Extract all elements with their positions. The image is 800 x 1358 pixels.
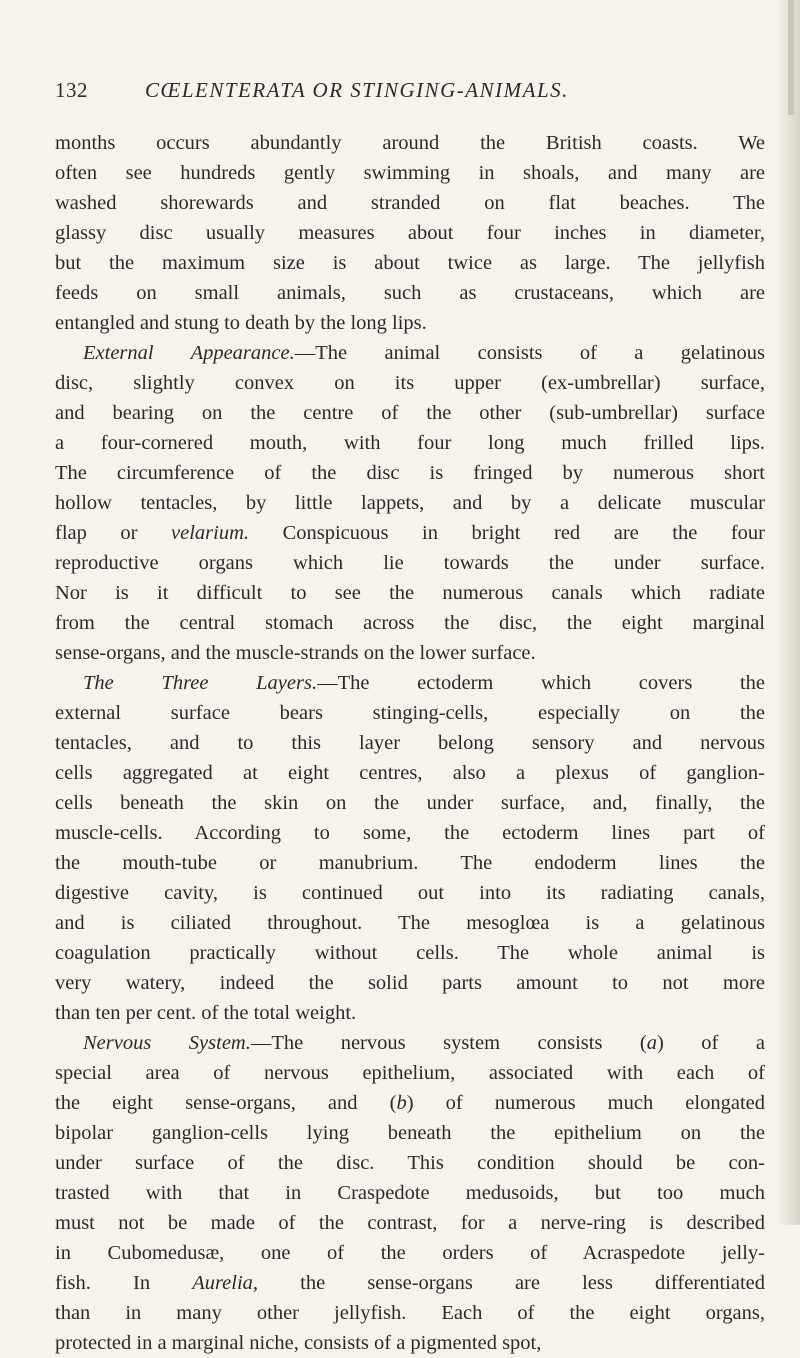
text-line: reproductive organs which lie towards the under surface. xyxy=(55,552,765,574)
text-run-italic: b xyxy=(396,1092,407,1114)
text-line: a four-cornered mouth, with four long much frilled lips. xyxy=(55,432,765,454)
text-line: hollow tentacles, by little lappets, and by a delicate muscular xyxy=(55,492,765,514)
text-line: washed shorewards and stranded on flat beaches. The xyxy=(55,192,765,214)
text-run: fish. In xyxy=(55,1272,193,1294)
text-line: than ten per cent. of the total weight. xyxy=(55,1002,357,1024)
text-line: and is ciliated throughout. The mesoglœa is a gelatinous xyxy=(55,912,765,934)
text-line xyxy=(55,1268,765,1298)
text-run: the eight sense-organs, and ( xyxy=(55,1092,397,1114)
term-velarium: velarium. xyxy=(171,522,250,544)
page-edge-mark xyxy=(788,0,794,115)
text-run: flap or xyxy=(55,522,172,544)
text-line: The circumference of the disc is fringed by numerous short xyxy=(55,462,765,484)
text-line: cells beneath the skin on the under surface, and, finally, the xyxy=(55,792,765,814)
text-line xyxy=(55,518,765,548)
text-line: entangled and stung to death by the long lips. xyxy=(55,312,427,334)
text-line: Nor is it difficult to see the numerous canals which radiate xyxy=(55,582,765,604)
term-aurelia: Aurelia, xyxy=(192,1272,259,1294)
body-text xyxy=(55,128,765,1358)
text-run: —The nervous system consists ( xyxy=(250,1032,647,1054)
page-edge-shadow xyxy=(778,0,800,1225)
text-run: —The ectoderm which covers the xyxy=(317,672,765,694)
text-line: often see hundreds gently swimming in shoals, and many are xyxy=(55,162,765,184)
text-line: from the central stomach across the disc, the eight marginal xyxy=(55,612,765,634)
text-run: ) of numerous much elongated xyxy=(406,1092,765,1114)
text-line: tentacles, and to this layer belong sensory and nervous xyxy=(55,732,765,754)
text-run: ) of a xyxy=(657,1032,765,1054)
page-header xyxy=(55,78,775,108)
text-line: than in many other jellyfish. Each of the eight organs, xyxy=(55,1302,765,1324)
text-run: the sense-organs are less differentiated xyxy=(258,1272,765,1294)
paragraph-first-line xyxy=(55,668,765,698)
text-line: coagulation practically without cells. The whole animal is xyxy=(55,942,765,964)
text-line xyxy=(55,1088,765,1118)
text-run: Conspicuous in bright red are the four xyxy=(249,522,765,544)
text-line: protected in a marginal niche, consists of a pigmented spot, xyxy=(55,1332,542,1354)
paragraph-first-line xyxy=(55,1028,765,1058)
text-line: under surface of the disc. This condition should be con- xyxy=(55,1152,765,1174)
text-run: —The animal consists of a gelatinous xyxy=(294,342,765,364)
text-line: months occurs abundantly around the British coasts. We xyxy=(55,132,765,154)
text-line: muscle-cells. According to some, the ectoderm lines part of xyxy=(55,822,765,844)
text-line: feeds on small animals, such as crustaceans, which are xyxy=(55,282,765,304)
text-line: but the maximum size is about twice as large. The jellyfish xyxy=(55,252,765,274)
paragraph-first-line xyxy=(55,338,765,368)
text-line: must not be made of the contrast, for a nerve-ring is described xyxy=(55,1212,765,1234)
text-line: external surface bears stinging-cells, especially on the xyxy=(55,702,765,724)
text-line: special area of nervous epithelium, associated with each of xyxy=(55,1062,765,1084)
text-line: very watery, indeed the solid parts amount to not more xyxy=(55,972,765,994)
text-line: digestive cavity, is continued out into its radiating canals, xyxy=(55,882,765,904)
text-line: sense-organs, and the muscle-strands on the lower surface. xyxy=(55,642,536,664)
text-line: in Cubomedusæ, one of the orders of Acraspedote jelly- xyxy=(55,1242,765,1264)
page-number: 132 xyxy=(55,78,88,102)
text-line: trasted with that in Craspedote medusoids, but too much xyxy=(55,1182,765,1204)
section-heading-nervous-system: Nervous System. xyxy=(83,1032,251,1054)
text-line: glassy disc usually measures about four inches in diameter, xyxy=(55,222,765,244)
text-line: the mouth-tube or manubrium. The endoderm lines the xyxy=(55,852,765,874)
text-line: cells aggregated at eight centres, also a plexus of ganglion- xyxy=(55,762,765,784)
text-line: disc, slightly convex on its upper (ex-umbrellar) surface, xyxy=(55,372,765,394)
text-line: bipolar ganglion-cells lying beneath the epithelium on the xyxy=(55,1122,765,1144)
section-heading-three-layers: The Three Layers. xyxy=(83,672,318,694)
text-run-italic: a xyxy=(646,1032,657,1054)
text-line: and bearing on the centre of the other (sub-umbrellar) surface xyxy=(55,402,765,424)
running-head: CŒLENTERATA OR STINGING-ANIMALS. xyxy=(145,78,569,102)
section-heading-external-appearance: External Appearance. xyxy=(83,342,295,364)
